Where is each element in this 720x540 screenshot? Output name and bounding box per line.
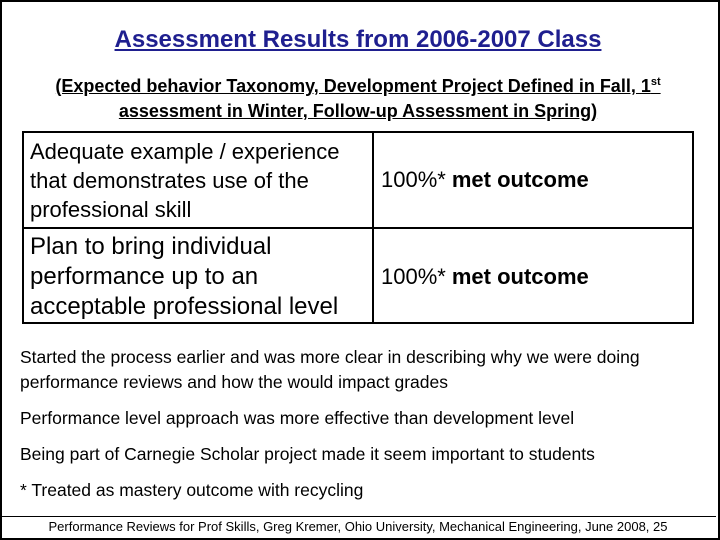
table-row bbox=[24, 133, 692, 229]
result-cell bbox=[374, 133, 692, 227]
criterion-cell: Adequate example / experience that demonstrates use of the professional skill bbox=[24, 133, 374, 227]
subtitle-line1: (Expected behavior Taxonomy, Development Project Defined in Fall, 1 bbox=[55, 76, 651, 96]
result-value: 100%* bbox=[381, 263, 446, 289]
table-row bbox=[24, 229, 692, 324]
result-value: 100%* bbox=[381, 167, 446, 192]
note-item: * Treated as mastery outcome with recycling bbox=[20, 480, 364, 500]
result-label: met outcome bbox=[451, 167, 589, 192]
note-item: Started the process earlier and was more clear in describing why we were doing performance reviews and how the would impact grades bbox=[20, 347, 640, 392]
results-table bbox=[22, 131, 694, 324]
result-cell bbox=[374, 229, 692, 324]
note-item: Being part of Carnegie Scholar project made it seem important to students bbox=[20, 444, 595, 464]
criterion-cell: Plan to bring individual performance up to an acceptable professional level bbox=[24, 229, 374, 324]
subtitle-line2: assessment in Winter, Follow-up Assessment in Spring) bbox=[118, 101, 598, 121]
note-item: Performance level approach was more effective than development level bbox=[20, 408, 575, 428]
slide-footer: Performance Reviews for Prof Skills, Greg Kremer, Ohio University, Mechanical Engineering, June 2008, 25 bbox=[0, 516, 716, 537]
slide-subtitle bbox=[0, 70, 716, 124]
subtitle-superscript: st bbox=[650, 76, 661, 88]
notes-list bbox=[20, 345, 710, 514]
result-label: met outcome bbox=[451, 263, 589, 289]
slide-title: Assessment Results from 2006-2007 Class bbox=[114, 26, 602, 53]
